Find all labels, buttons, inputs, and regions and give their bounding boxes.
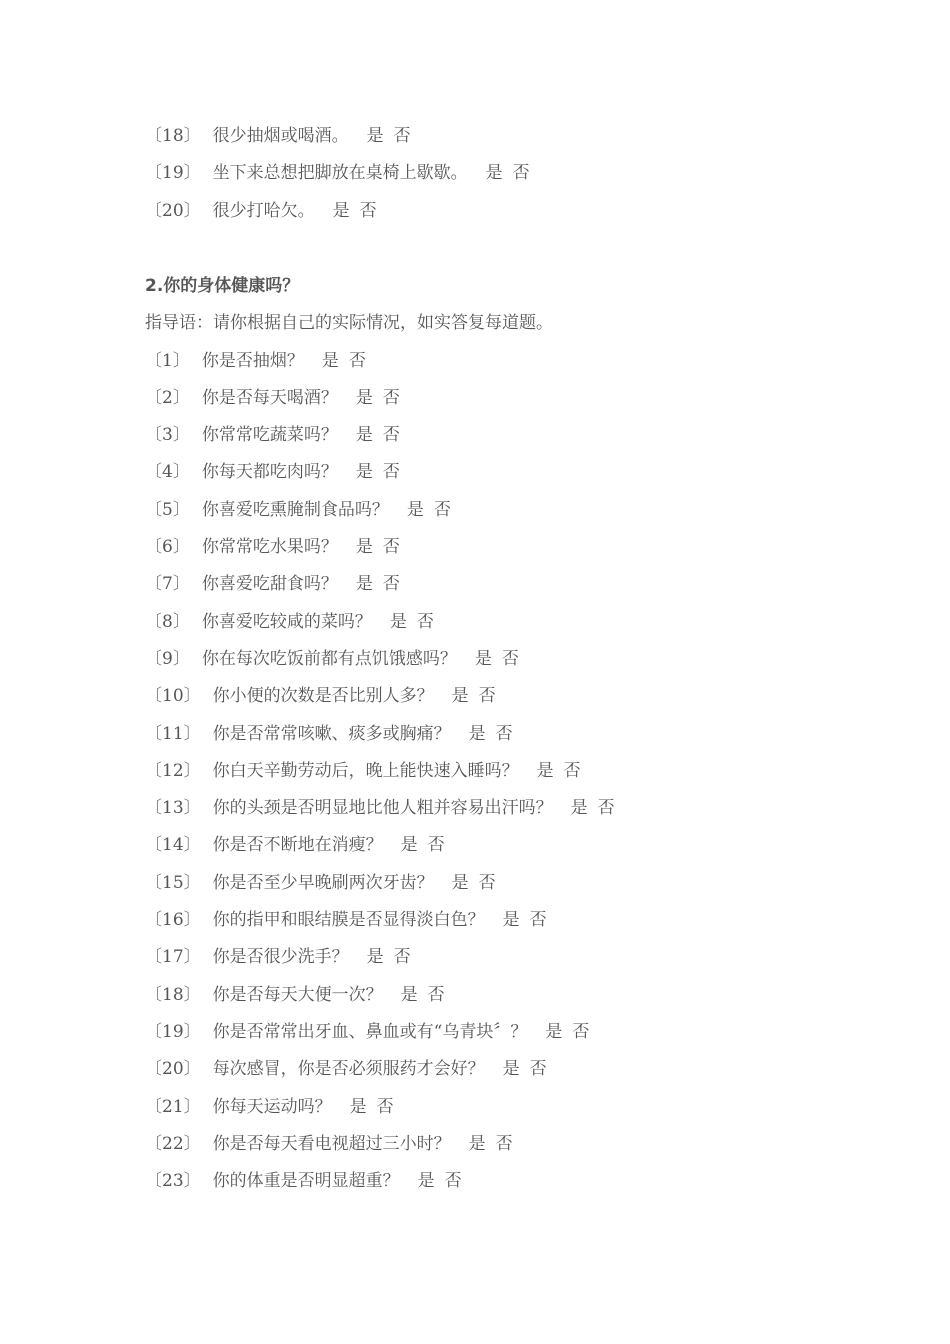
item-number: 〔17〕 — [145, 947, 201, 968]
no-option: 否 — [393, 947, 411, 968]
no-option: 否 — [495, 1133, 513, 1154]
yes-option: 是 — [389, 611, 407, 632]
yes-option: 是 — [332, 200, 350, 221]
yes-option: 是 — [502, 1059, 520, 1080]
item-text: 你是否常常咳嗽、痰多或胸痛？ — [212, 723, 451, 744]
item-text: 你喜爱吃甜食吗？ — [201, 574, 338, 595]
item-text: 你是否很少洗手？ — [212, 947, 349, 968]
item-number: 〔14〕 — [145, 835, 201, 856]
list-item — [145, 1126, 845, 1163]
no-option: 否 — [382, 425, 400, 446]
list-item — [145, 492, 845, 529]
item-number: 〔15〕 — [145, 872, 201, 893]
list-item — [145, 716, 845, 753]
item-text: 你的体重是否明显超重？ — [212, 1171, 400, 1192]
no-option: 否 — [382, 387, 400, 408]
yes-option: 是 — [417, 1171, 435, 1192]
item-text: 你是否抽烟？ — [201, 350, 304, 371]
yes-option: 是 — [355, 537, 373, 558]
yes-option: 是 — [400, 835, 418, 856]
item-number: 〔6〕 — [145, 537, 190, 558]
no-option: 否 — [376, 1096, 394, 1117]
no-option: 否 — [597, 798, 615, 819]
no-option: 否 — [427, 984, 445, 1005]
item-number: 〔11〕 — [145, 723, 201, 744]
list-item — [145, 790, 845, 827]
item-number: 〔7〕 — [145, 574, 190, 595]
no-option: 否 — [416, 611, 434, 632]
list-item — [145, 939, 845, 976]
list-item — [145, 454, 845, 491]
no-option: 否 — [512, 163, 530, 184]
yes-option: 是 — [468, 723, 486, 744]
item-number: 〔19〕 — [145, 1021, 201, 1042]
item-number: 〔1〕 — [145, 350, 190, 371]
item-text: 你在每次吃饭前都有点饥饿感吗？ — [201, 648, 457, 669]
instruction-text: 指导语：请你根据自己的实际情况，如实答复每道题。 — [145, 313, 553, 334]
no-option: 否 — [393, 126, 411, 146]
item-number: 〔16〕 — [145, 910, 201, 931]
item-text: 你喜爱吃较咸的菜吗？ — [201, 611, 372, 632]
list-item — [145, 641, 845, 678]
yes-option: 是 — [451, 686, 469, 707]
item-text: 你是否不断地在消瘦？ — [212, 835, 383, 856]
list-item — [145, 1163, 845, 1200]
item-text: 你喜爱吃熏腌制食品吗？ — [201, 499, 389, 520]
yes-option: 是 — [400, 984, 418, 1005]
yes-option: 是 — [468, 1133, 486, 1154]
yes-option: 是 — [355, 574, 373, 595]
item-text: 坐下来总想把脚放在桌椅上歇歇。 — [212, 163, 468, 184]
item-text: 很少抽烟或喝酒。 — [212, 126, 349, 146]
yes-option: 是 — [355, 387, 373, 408]
no-option: 否 — [444, 1171, 462, 1192]
yes-option: 是 — [355, 462, 373, 483]
section2-question-list — [145, 343, 845, 1201]
yes-option: 是 — [321, 350, 339, 371]
item-text: 你是否每天喝酒？ — [201, 387, 338, 408]
item-number: 〔10〕 — [145, 686, 201, 707]
list-item — [145, 155, 845, 192]
no-option: 否 — [495, 723, 513, 744]
list-item — [145, 977, 845, 1014]
list-item — [145, 566, 845, 603]
item-number: 〔20〕 — [145, 200, 201, 221]
item-number: 〔13〕 — [145, 798, 201, 819]
list-item — [145, 118, 845, 155]
item-text: 你的指甲和眼结膜是否显得淡白色？ — [212, 910, 485, 931]
yes-option: 是 — [536, 760, 554, 781]
list-item — [145, 380, 845, 417]
item-text: 你白天辛勤劳动后，晚上能快速入睡吗？ — [212, 760, 519, 781]
item-text: 每次感冒，你是否必须服药才会好？ — [212, 1059, 485, 1080]
list-item — [145, 1014, 845, 1051]
no-option: 否 — [382, 574, 400, 595]
list-item — [145, 343, 845, 380]
item-number: 〔18〕 — [145, 126, 201, 146]
item-text: 你是否每天看电视超过三小时？ — [212, 1133, 451, 1154]
no-option: 否 — [478, 872, 496, 893]
item-number: 〔18〕 — [145, 984, 201, 1005]
no-option: 否 — [359, 200, 377, 221]
yes-option: 是 — [474, 648, 492, 669]
no-option: 否 — [572, 1021, 590, 1042]
list-item — [145, 827, 845, 864]
yes-option: 是 — [355, 425, 373, 446]
yes-option: 是 — [366, 126, 384, 146]
yes-option: 是 — [570, 798, 588, 819]
item-text: 你每天运动吗？ — [212, 1096, 332, 1117]
item-number: 〔22〕 — [145, 1133, 201, 1154]
no-option: 否 — [427, 835, 445, 856]
section-title: 2.你的身体健康吗？ — [145, 276, 300, 296]
list-item — [145, 193, 845, 230]
no-option: 否 — [563, 760, 581, 781]
item-number: 〔9〕 — [145, 648, 190, 669]
list-item — [145, 604, 845, 641]
no-option: 否 — [501, 648, 519, 669]
yes-option: 是 — [406, 499, 424, 520]
item-text: 你小便的次数是否比别人多？ — [212, 686, 434, 707]
list-item — [145, 865, 845, 902]
no-option: 否 — [478, 686, 496, 707]
item-text: 你是否每天大便一次？ — [212, 984, 383, 1005]
section2 — [145, 268, 845, 1200]
item-number: 〔5〕 — [145, 499, 190, 520]
yes-option: 是 — [502, 910, 520, 931]
item-text: 你常常吃水果吗？ — [201, 537, 338, 558]
no-option: 否 — [433, 499, 451, 520]
no-option: 否 — [348, 350, 366, 371]
item-number: 〔21〕 — [145, 1096, 201, 1117]
item-text: 很少打哈欠。 — [212, 200, 315, 221]
yes-option: 是 — [545, 1021, 563, 1042]
item-text: 你的头颈是否明显地比他人粗并容易出汗吗？ — [212, 798, 553, 819]
no-option: 否 — [382, 462, 400, 483]
list-item — [145, 902, 845, 939]
item-number: 〔8〕 — [145, 611, 190, 632]
yes-option: 是 — [366, 947, 384, 968]
item-number: 〔20〕 — [145, 1059, 201, 1080]
item-text: 你是否至少早晚刷两次牙齿？ — [212, 872, 434, 893]
yes-option: 是 — [349, 1096, 367, 1117]
no-option: 否 — [529, 1059, 547, 1080]
item-number: 〔12〕 — [145, 760, 201, 781]
list-item — [145, 1089, 845, 1126]
no-option: 否 — [529, 910, 547, 931]
item-number: 〔3〕 — [145, 425, 190, 446]
item-text: 你每天都吃肉吗？ — [201, 462, 338, 483]
item-number: 〔19〕 — [145, 163, 201, 184]
section1-tail-list — [145, 118, 845, 230]
list-item — [145, 529, 845, 566]
item-number: 〔23〕 — [145, 1171, 201, 1192]
yes-option: 是 — [451, 872, 469, 893]
item-number: 〔2〕 — [145, 387, 190, 408]
list-item — [145, 678, 845, 715]
no-option: 否 — [382, 537, 400, 558]
item-text: 你是否常常出牙血、鼻血或有“乌青块〞？ — [212, 1021, 528, 1042]
item-number: 〔4〕 — [145, 462, 190, 483]
list-item — [145, 753, 845, 790]
yes-option: 是 — [485, 163, 503, 184]
item-text: 你常常吃蔬菜吗？ — [201, 425, 338, 446]
list-item — [145, 1051, 845, 1088]
list-item — [145, 417, 845, 454]
